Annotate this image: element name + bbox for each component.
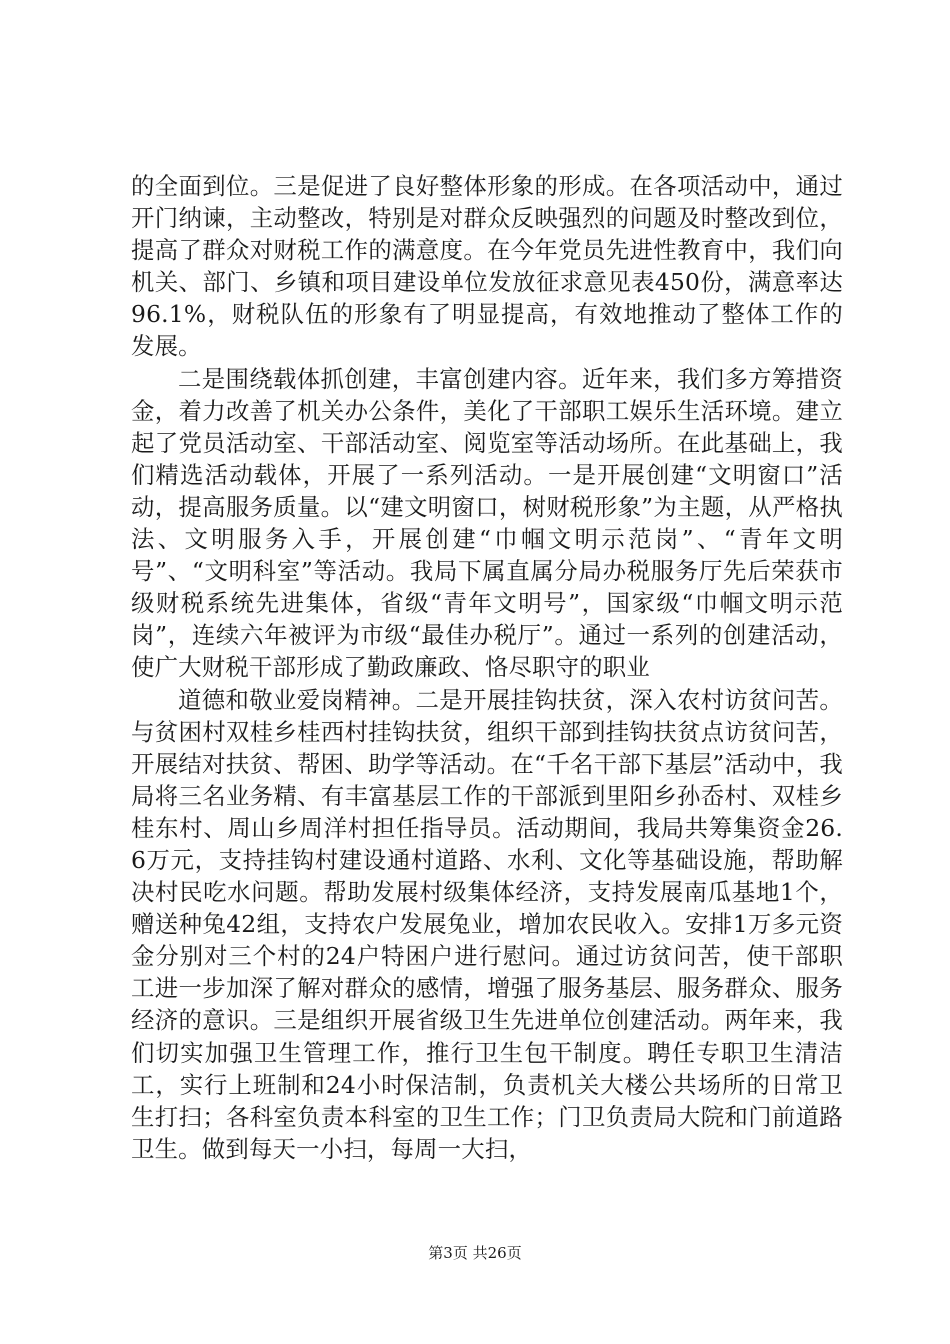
paragraph-2: 二是围绕载体抓创建，丰富创建内容。近年来，我们多方筹措资金，着力改善了机关办公条件，美化了干部职工娱乐生活环境。建立起了党员活动室、干部活动室、阅览室等活动场所。在此基础上，我们精选活动载体，开展了一系列活动。一是开展创建“文明窗口”活动，提高服务质量。以“建文明窗口，树财税形象”为主题，从严格执法、文明服务入手，开展创建“巾帼文明示范岗”、“青年文明号”、“文明科室”等活动。我局下属直属分局办税服务厅先后荣获市级财税系统先进集体，省级“青年文明号”，国家级“巾帼文明示范岗”，连续六年被评为市级“最佳办税厅”。通过一系列的创建活动，使广大财税干部形成了勤政廉政、恪尽职守的职业 [131,364,843,682]
paragraph-3: 道德和敬业爱岗精神。二是开展挂钩扶贫，深入农村访贫问苦。与贫困村双桂乡桂西村挂钩扶贫，组织干部到挂钩扶贫点访贫问苦，开展结对扶贫、帮困、助学等活动。在“千名干部下基层”活动中，我局将三名业务精、有丰富基层工作的干部派到里阳乡孙岙村、双桂乡桂东村、周山乡周洋村担任指导员。活动期间，我局共筹集资金26.6万元，支持挂钩村建设通村道路、水利、文化等基础设施，帮助解决村民吃水问题。帮助发展村级集体经济，支持发展南瓜基地1个，赠送种兔42组，支持农户发展兔业，增加农民收入。安排1万多元资金分别对三个村的24户特困户进行慰问。通过访贫问苦，使干部职工进一步加深了解对群众的感情，增强了服务基层、服务群众、服务经济的意识。三是组织开展省级卫生先进单位创建活动。两年来，我们切实加强卫生管理工作，推行卫生包干制度。聘任专职卫生清洁工，实行上班制和24小时保洁制，负责机关大楼公共场所的日常卫生打扫；各科室负责本科室的卫生工作；门卫负责局大院和门前道路卫生。做到每天一小扫，每周一大扫， [131,685,843,1163]
page-number-footer: 第3页 共26页 [428,1244,522,1262]
paragraph-1: 的全面到位。三是促进了良好整体形象的形成。在各项活动中，通过开门纳谏，主动整改，特别是对群众反映强烈的问题及时整改到位，提高了群众对财税工作的满意度。在今年党员先进性教育中，我们向机关、部门、乡镇和项目建设单位发放征求意见表450份，满意率达96.1%，财税队伍的形象有了明显提高，有效地推动了整体工作的发展。 [131,172,843,361]
document-body [131,170,843,1165]
